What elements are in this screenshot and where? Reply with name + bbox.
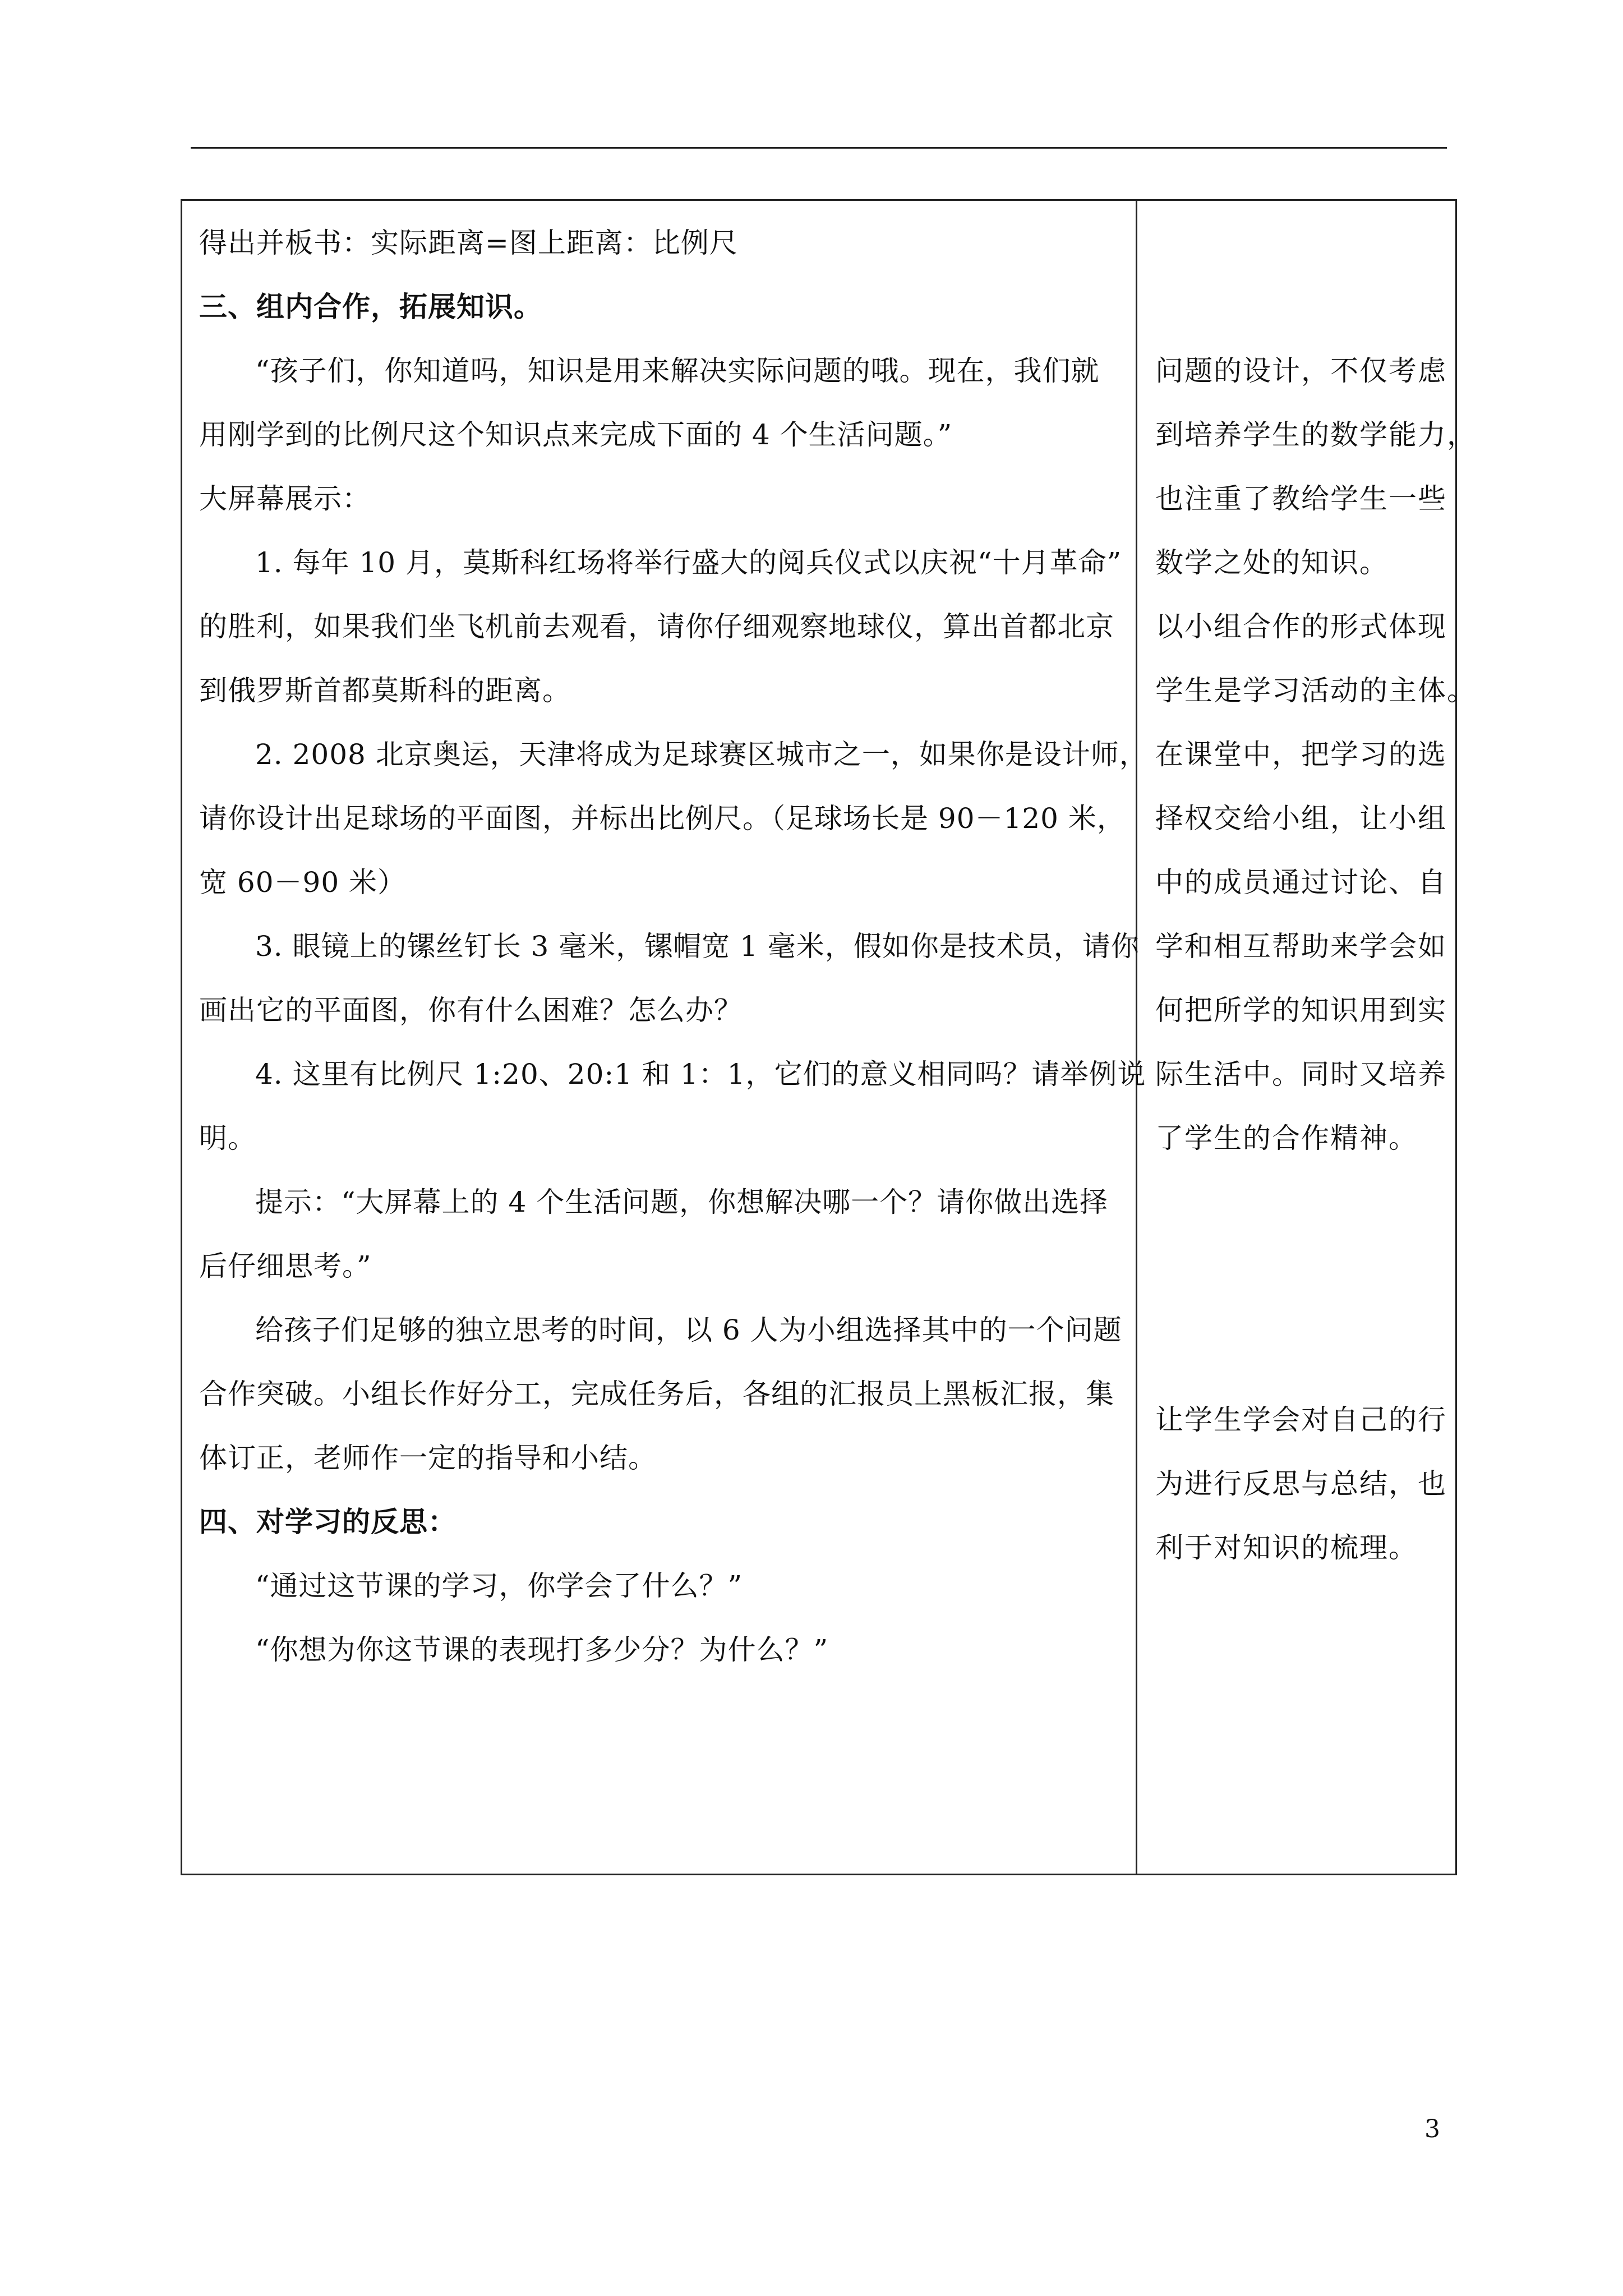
design-note-line: 利于对知识的梳理。 (1155, 1531, 1418, 1564)
design-note-block-2 (1155, 1388, 1447, 1580)
design-note-line: 在课堂中，把学习的选 (1155, 738, 1447, 771)
lesson-content-column (199, 211, 1148, 1682)
design-note-line: 问题的设计，不仅考虑 (1155, 355, 1447, 387)
section-heading: 三、组内合作，拓展知识。 (199, 290, 542, 323)
body-text-line: 1. 每年 10 月，莫斯科红场将举行盛大的阅兵仪式以庆祝“十月革命” (255, 546, 1122, 579)
design-note-line: 了学生的合作精神。 (1155, 1122, 1418, 1154)
body-text-line: 画出它的平面图，你有什么困难？怎么办？ (199, 994, 743, 1027)
design-note-line: 以小组合作的形式体现 (1155, 610, 1447, 643)
design-note-line: 数学之处的知识。 (1155, 546, 1389, 579)
body-text-line: “通过这节课的学习，你学会了什么？” (255, 1570, 743, 1602)
body-text-line: 得出并板书：实际距离=图上距离：比例尺 (199, 227, 738, 259)
page-number: 3 (1424, 2115, 1440, 2143)
body-text-line: 宽 60－90 米） (199, 866, 407, 899)
body-text-line: 用刚学到的比例尺这个知识点来完成下面的 4 个生活问题。” (199, 418, 953, 451)
design-note-line: 择权交给小组，让小组 (1155, 802, 1447, 835)
body-text-line: 提示：“大屏幕上的 4 个生活问题，你想解决哪一个？请你做出选择 (255, 1186, 1109, 1218)
body-text-line: 2. 2008 北京奥运，天津将成为足球赛区城市之一，如果你是设计师， (255, 738, 1148, 771)
column-divider (1136, 201, 1137, 1874)
body-text-line: 到俄罗斯首都莫斯科的距离。 (199, 674, 571, 707)
design-note-line: 让学生学会对自己的行 (1155, 1404, 1447, 1436)
body-text-line: “你想为你这节课的表现打多少分？为什么？” (255, 1634, 829, 1666)
header-rule (191, 147, 1447, 149)
body-text-line: 体订正，老师作一定的指导和小结。 (199, 1442, 657, 1474)
body-text-line: 请你设计出足球场的平面图，并标出比例尺。（足球场长是 90－120 米， (199, 802, 1126, 835)
design-note-line: 际生活中。同时又培养 (1155, 1058, 1447, 1091)
body-text-line: 3. 眼镜上的镙丝钉长 3 毫米，镙帽宽 1 毫米，假如你是技术员，请你 (255, 930, 1140, 963)
design-note-block-1 (1155, 339, 1476, 1170)
body-text-line: 明。 (199, 1122, 256, 1154)
body-text-line: 的胜利，如果我们坐飞机前去观看，请你仔细观察地球仪，算出首都北京 (199, 610, 1114, 643)
design-note-line: 何把所学的知识用到实 (1155, 994, 1447, 1027)
design-note-line: 到培养学生的数学能力， (1155, 418, 1476, 451)
lesson-table (181, 199, 1476, 1875)
section-heading: 四、对学习的反思： (199, 1505, 457, 1538)
design-note-line: 中的成员通过讨论、自 (1155, 866, 1447, 899)
body-text-line: “孩子们，你知道吗，知识是用来解决实际问题的哦。现在，我们就 (255, 355, 1100, 387)
design-note-line: 也注重了教给学生一些 (1155, 482, 1447, 515)
body-text-line: 大屏幕展示： (199, 482, 371, 515)
design-note-line: 学和相互帮助来学会如 (1155, 930, 1447, 963)
body-text-line: 后仔细思考。” (199, 1250, 372, 1282)
design-note-line: 为进行反思与总结，也 (1155, 1467, 1447, 1500)
body-text-line: 合作突破。小组长作好分工，完成任务后，各组的汇报员上黑板汇报，集 (199, 1378, 1114, 1410)
body-text-line: 4. 这里有比例尺 1:20、20:1 和 1：1，它们的意义相同吗？请举例说 (255, 1058, 1146, 1091)
body-text-line: 给孩子们足够的独立思考的时间，以 6 人为小组选择其中的一个问题 (255, 1314, 1122, 1346)
design-note-line: 学生是学习活动的主体。 (1155, 674, 1476, 707)
